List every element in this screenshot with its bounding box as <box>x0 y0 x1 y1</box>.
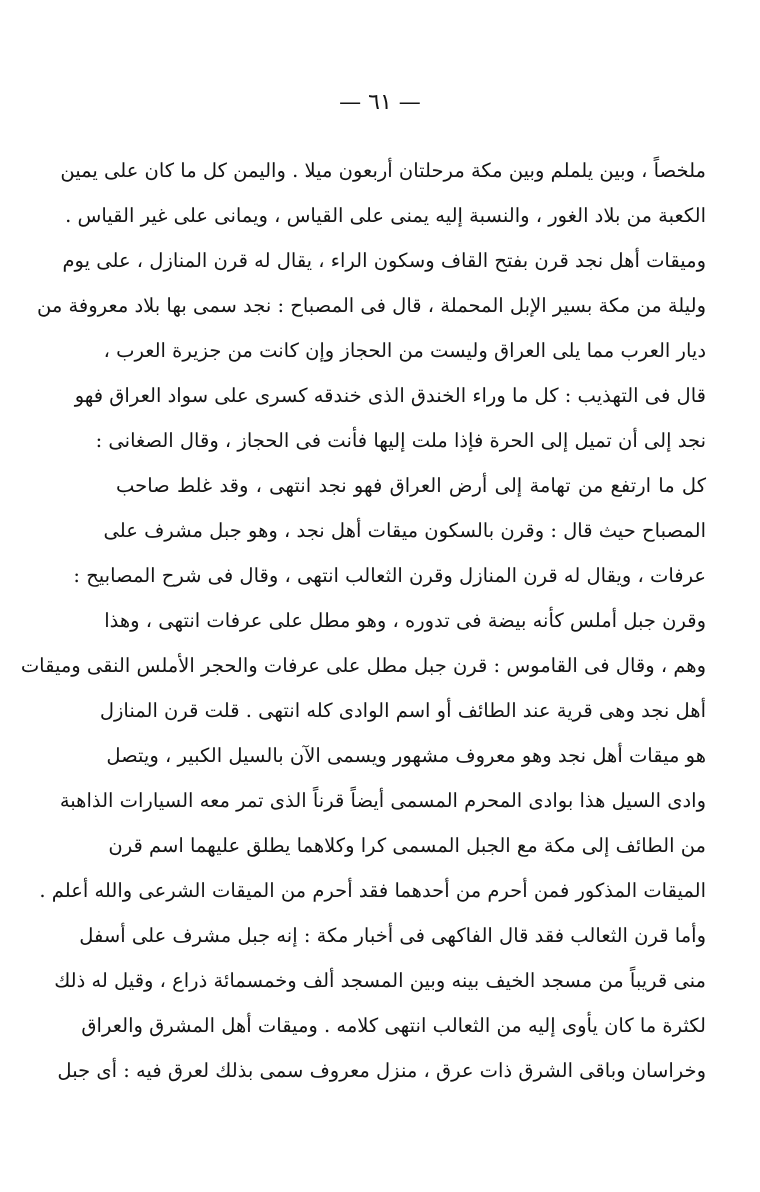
text-line: وادى السيل هذا بوادى المحرم المسمى أيضاً قرناً الذى تمر معه السيارات الذاهبة <box>59 789 706 812</box>
text-line: وأما قرن الثعالب فقد قال الفاكهى فى أخبار مكة : إنه جبل مشرف على أسفل <box>79 924 706 947</box>
text-line: من الطائف إلى مكة مع الجبل المسمى كرا وكلاهما يطلق عليهما اسم قرن <box>108 834 706 857</box>
text-line: منى قريباً من مسجد الخيف بينه وبين المسجد ألف وخمسمائة ذراع ، وقيل له ذلك <box>54 969 706 992</box>
text-line: هو ميقات أهل نجد وهو معروف مشهور ويسمى الآن بالسيل الكبير ، ويتصل <box>106 744 706 767</box>
text-body <box>20 148 706 1093</box>
text-line: لكثرة ما كان يأوى إليه من الثعالب انتهى كلامه . وميقات أهل المشرق والعراق <box>81 1014 706 1037</box>
text-line: ديار العرب مما يلى العراق وليست من الحجاز وإن كانت من جزيرة العرب ، <box>103 339 706 362</box>
text-line: أهل نجد وهى قرية عند الطائف أو اسم الوادى كله انتهى . قلت قرن المنازل <box>99 699 706 722</box>
text-line: وميقات أهل نجد قرن بفتح القاف وسكون الراء ، يقال له قرن المنازل ، على يوم <box>62 249 706 272</box>
text-line: عرفات ، ويقال له قرن المنازل وقرن الثعالب انتهى ، وقال فى شرح المصابيح : <box>73 564 706 587</box>
text-line: وليلة من مكة بسير الإبل المحملة ، قال فى المصباح : نجد سمى بها بلاد معروفة من <box>36 294 706 317</box>
page-number: — ٦١ — <box>339 90 421 115</box>
text-line: وخراسان وباقى الشرق ذات عرق ، منزل معروف سمى بذلك لعرق فيه : أى جبل <box>57 1059 706 1082</box>
text-line: الميقات المذكور فمن أحرم من أحدهما فقد أحرم من الميقات الشرعى والله أعلم . <box>39 879 706 902</box>
text-line: المصباح حيث قال : وقرن بالسكون ميقات أهل نجد ، وهو جبل مشرف على <box>103 519 706 542</box>
text-line: الكعبة من بلاد الغور ، والنسبة إليه يمنى على القياس ، ويمانى على غير القياس . <box>65 204 706 227</box>
text-line: نجد إلى أن تميل إلى الحرة فإذا ملت إليها فأنت فى الحجاز ، وقال الصغانى : <box>95 429 706 452</box>
text-line: وهم ، وقال فى القاموس : قرن جبل مطل على عرفات والحجر الأملس النقى وميقات <box>20 654 706 677</box>
text-line: ملخصاً ، وبين يلملم وبين مكة مرحلتان أربعون ميلا . واليمن كل ما كان على يمين <box>60 159 706 182</box>
text-line: كل ما ارتفع من تهامة إلى أرض العراق فهو نجد انتهى ، وقد غلط صاحب <box>116 474 706 497</box>
text-line: قال فى التهذيب : كل ما وراء الخندق الذى خندقه كسرى على سواد العراق فهو <box>74 384 706 407</box>
text-line: وقرن جبل أملس كأنه بيضة فى تدوره ، وهو مطل على عرفات انتهى ، وهذا <box>104 609 706 632</box>
